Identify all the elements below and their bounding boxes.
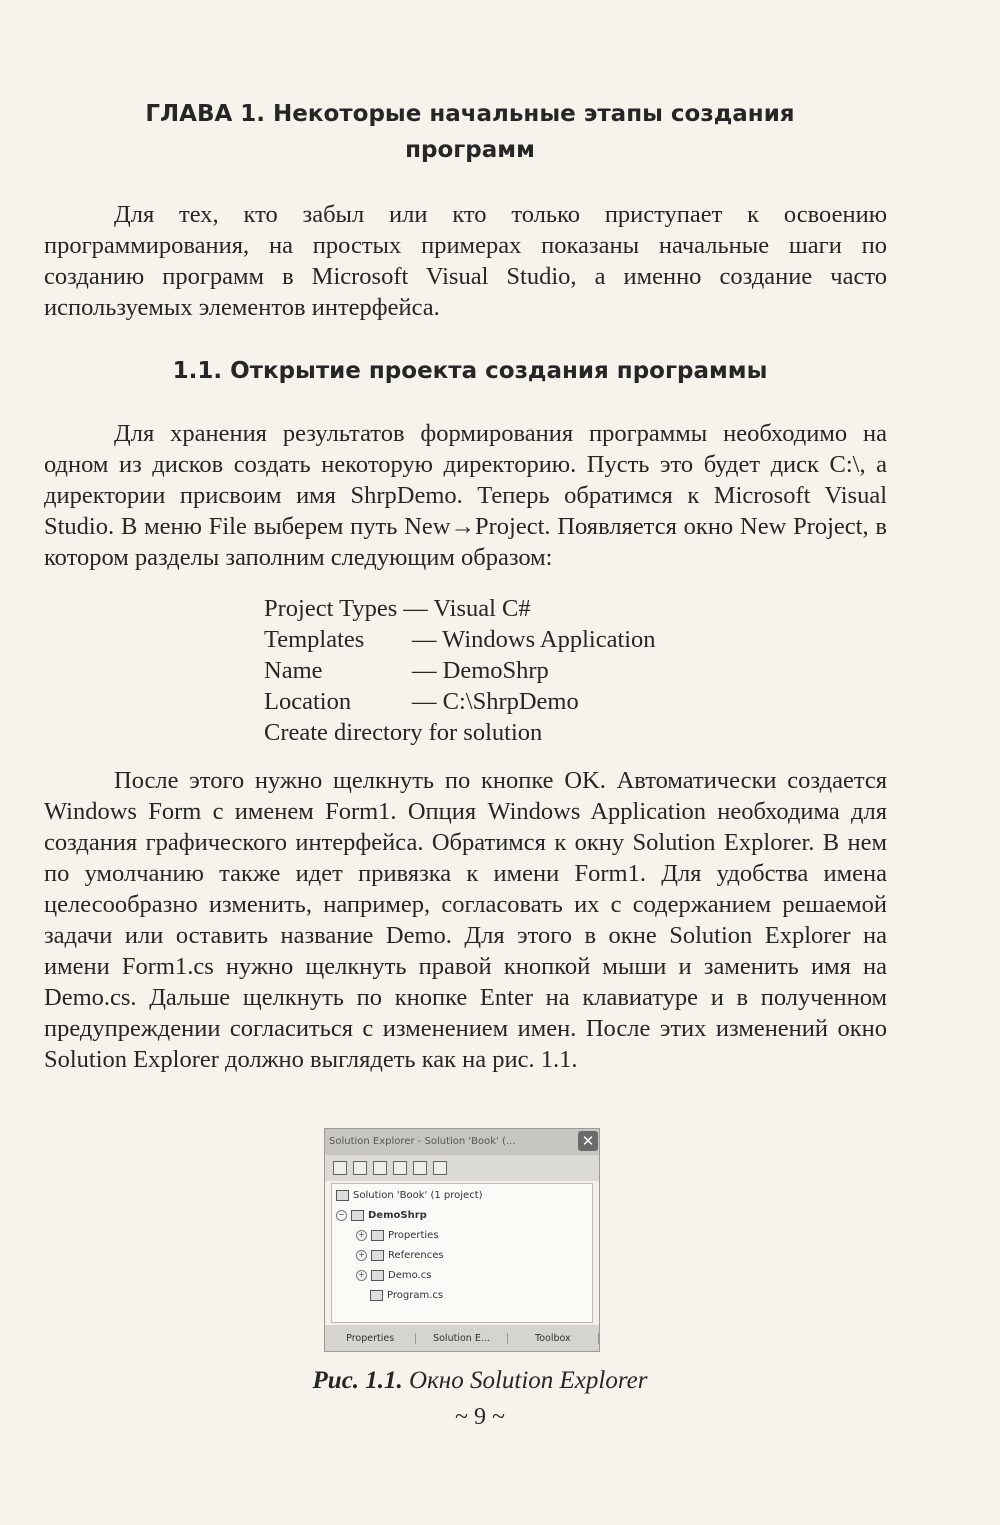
tree-item-label: Properties [388, 1230, 439, 1241]
close-icon: ✕ [578, 1131, 598, 1151]
settings-value: — C:\ShrpDemo [412, 688, 579, 715]
figure-window-title [325, 1129, 599, 1155]
tab-properties: Properties [325, 1333, 416, 1344]
section-title: 1.1. Открытие проекта создания программы [172, 358, 768, 384]
cs-file-icon [370, 1290, 383, 1301]
settings-row [264, 655, 656, 686]
tab-solution-explorer: Solution E... [416, 1333, 507, 1344]
settings-key: Name [264, 657, 323, 684]
refresh-icon [353, 1161, 367, 1175]
chapter-title-line2: программ [405, 137, 535, 163]
tree-project-node [336, 1210, 427, 1221]
tree-item-label: Demo.cs [388, 1270, 432, 1281]
settings-key: Templates [264, 626, 365, 653]
settings-row [264, 624, 656, 655]
settings-row [264, 686, 656, 717]
tree-project-label: DemoShrp [368, 1210, 427, 1221]
tree-item-label: References [388, 1250, 444, 1261]
tree-item [356, 1270, 431, 1281]
tree-item [356, 1250, 444, 1261]
tree-item-label: Program.cs [387, 1290, 444, 1301]
tree-solution-node [336, 1190, 483, 1201]
view-designer-icon [413, 1161, 427, 1175]
chapter-title-line1: ГЛАВА 1. Некоторые начальные этапы создания [145, 101, 795, 127]
solution-explorer-figure [324, 1128, 600, 1352]
figure-caption [100, 1367, 860, 1395]
properties-icon [333, 1161, 347, 1175]
intro-paragraph: Для тех, кто забыл или кто только приступает к освоению программирования, на простых примерах показаны начальные шаги по созданию программ в Microsoft Visual Studio, а именно создание часто используемых элементов интерфейса. [44, 201, 887, 321]
page-number: ~ 9 ~ [455, 1404, 505, 1430]
project-settings-list [264, 593, 656, 748]
figure-window-title-text: Solution Explorer - Solution 'Book' (... [329, 1136, 516, 1147]
expand-icon: + [356, 1270, 367, 1281]
properties-folder-icon [371, 1230, 384, 1241]
settings-value: — DemoShrp [412, 657, 549, 684]
settings-key: Project Types [264, 595, 398, 622]
settings-value: — Windows Application [412, 626, 656, 653]
form-file-icon [371, 1270, 384, 1281]
tab-toolbox: Toolbox [508, 1333, 599, 1344]
solution-icon [336, 1190, 349, 1201]
settings-key: Location [264, 688, 352, 715]
settings-row-last: Create directory for solution [264, 719, 543, 746]
paragraph-2: Для хранения результатов формирования программы необходимо на одном из дисков создать некоторую директорию. Пусть это будет диск C:\, а директории присвоим имя ShrpDemo. Теперь обратимся к Microsoft Visual Studio. В меню File выберем путь New→Project. Появляется окно New Project, в котором разделы заполним следующим образом: [44, 420, 887, 571]
solution-tree [331, 1183, 593, 1323]
project-icon [351, 1210, 364, 1221]
chapter-title [100, 96, 840, 168]
tree-solution-label: Solution 'Book' (1 project) [353, 1190, 483, 1201]
tree-item [370, 1290, 443, 1301]
caption-text: Окно Solution Explorer [402, 1367, 648, 1394]
collapse-icon: − [336, 1210, 347, 1221]
paragraph-3: После этого нужно щелкнуть по кнопке OK. Автоматически создается Windows Form с именем Form1. Опция Windows Application необходима для создания графического интерфейса. Обратимся к окну Solution Explorer. В нем по умолчанию также идет привязка к имени Form1. Для удобства имена целесообразно изменить, например, согласовать их с содержанием решаемой задачи или оставить название Demo. Для этого в окне Solution Explorer на имени Form1.cs нужно щелкнуть правой кнопкой мыши и заменить имя на Demo.cs. Дальше щелкнуть по кнопке Enter на клавиатуре и в полученном предупреждении согласиться с изменением имен. После этих изменений окно Solution Explorer должно выглядеть как на рис. 1.1. [44, 767, 887, 1073]
view-code-icon [393, 1161, 407, 1175]
settings-row [264, 593, 656, 624]
settings-value: — Visual C# [403, 595, 531, 622]
expand-icon: + [356, 1230, 367, 1241]
class-diagram-icon [433, 1161, 447, 1175]
caption-label: Рис. 1.1. [312, 1367, 403, 1394]
figure-toolbar [325, 1155, 599, 1181]
figure-tabs [325, 1325, 599, 1351]
references-folder-icon [371, 1250, 384, 1261]
show-all-files-icon [373, 1161, 387, 1175]
expand-icon: + [356, 1250, 367, 1261]
tree-item [356, 1230, 439, 1241]
